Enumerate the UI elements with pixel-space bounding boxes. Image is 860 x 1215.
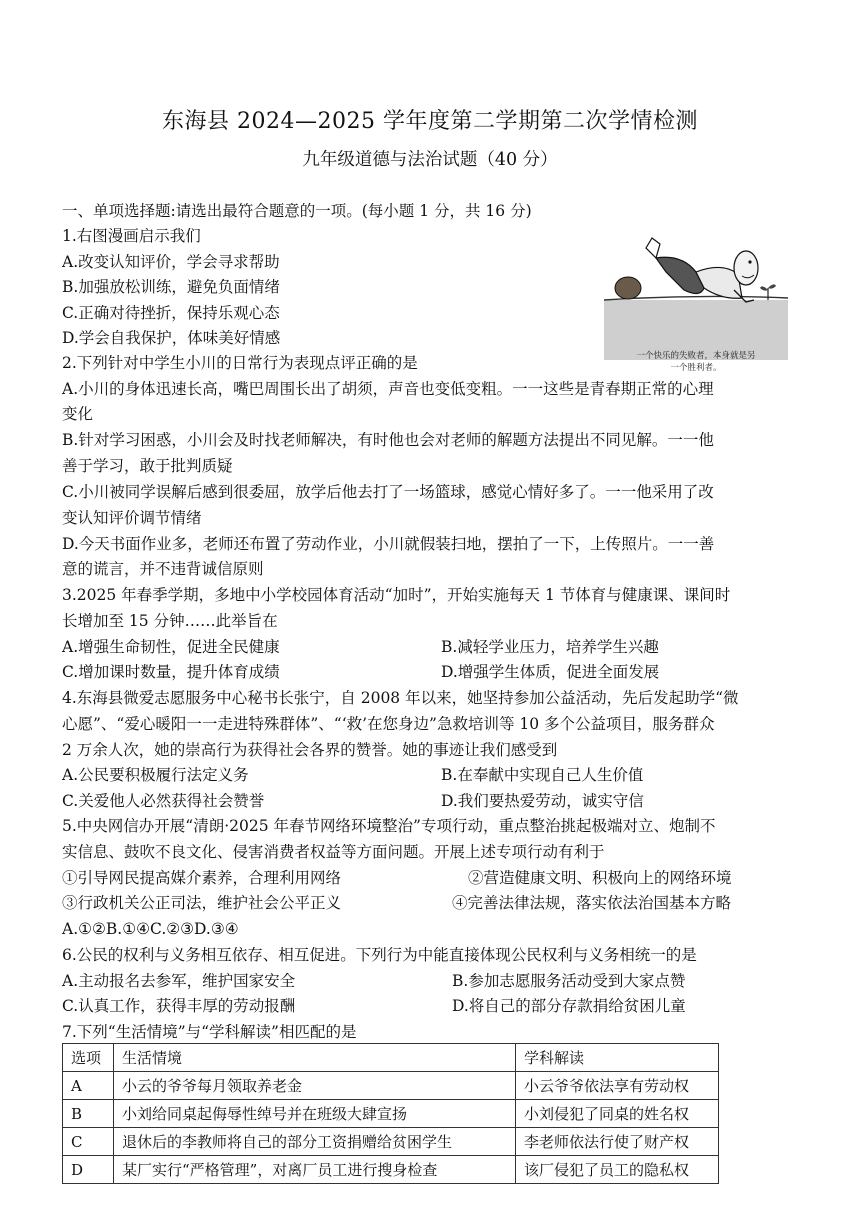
table-cell: 小刘给同桌起侮辱性绰号并在班级大肆宣扬 (114, 1100, 516, 1128)
rock-shape (615, 277, 641, 299)
q5-options: A.①②B.①④C.②③D.③④ (62, 920, 239, 938)
q2-line: 善于学习，敢于批判质疑 (62, 457, 233, 475)
table-cell: 退休后的李教师将自己的部分工资捐赠给贫困学生 (114, 1128, 516, 1156)
q2-line: 变化 (62, 405, 94, 423)
q3-option-b: B.减轻学业压力，培养学生兴趣 (441, 638, 659, 656)
q7-stem: 7.下列“生活情境”与“学科解读”相匹配的是 (62, 1023, 357, 1041)
q2-line: 意的谎言，并不违背诚信原则 (62, 560, 264, 578)
q2-line: A.小川的身体迅速长高，嘴巴周围长出了胡须，声音也变低变粗。一一这些是青春期正常的心理 (62, 380, 714, 398)
exam-subtitle: 九年级道德与法治试题（40 分） (302, 150, 558, 170)
caption-line-2: 一个胜利者。 (670, 363, 722, 373)
q7-table (62, 1043, 719, 1184)
q2-line: B.针对学习困惑，小川会及时找老师解决，有时他也会对老师的解题方法提出不同见解。一一他 (62, 431, 714, 449)
table-cell: 某厂实行“严格管理”，对离厂员工进行搜身检查 (114, 1156, 516, 1184)
q3-stem-line-2: 长增加至 15 分钟……此举旨在 (62, 612, 278, 630)
table-row (63, 1156, 719, 1184)
q6-option-b: B.参加志愿服务活动受到大家点赞 (452, 972, 686, 990)
table-cell: 该厂侵犯了员工的隐私权 (516, 1156, 719, 1184)
q5-item-4: ④完善法律法规，落实依法治国基本方略 (452, 894, 732, 912)
table-cell: 李老师依法行使了财产权 (516, 1128, 719, 1156)
q3-option-a: A.增强生命韧性，促进全民健康 (62, 638, 280, 656)
q3-option-c: C.增加课时数量，提升体育成绩 (62, 663, 280, 681)
q4-option-a: A.公民要积极履行法定义务 (62, 766, 249, 784)
q5-item-1: ①引导网民提高媒介素养，合理利用网络 (62, 869, 342, 887)
q1-option-b: B.加强放松训练，避免负面情绪 (62, 278, 280, 296)
q5-item-3: ③行政机关公正司法，维护社会公平正义 (62, 894, 342, 912)
table-header-cell: 学科解读 (516, 1044, 719, 1072)
table-cell: 小云的爷爷每月领取养老金 (114, 1072, 516, 1100)
q4-stem-line-3: 2 万余人次，她的崇高行为获得社会各界的赞誉。她的事迹让我们感受到 (62, 741, 558, 759)
q5-stem-line-2: 实信息、鼓吹不良文化、侵害消费者权益等方面问题。开展上述专项行动有利于 (62, 843, 605, 861)
head-shape (734, 251, 758, 285)
q3-stem-line-1: 3.2025 年春季学期，多地中小学校园体育活动“加时”，开始实施每天 1 节体育与健康课、课间时 (62, 586, 731, 604)
q1-stem: 1.右图漫画启示我们 (62, 227, 201, 245)
table-cell: 小云爷爷依法享有劳动权 (516, 1072, 719, 1100)
q2-stem: 2.下列针对中学生小川的日常行为表现点评正确的是 (62, 354, 418, 372)
q4-option-d: D.我们要热爱劳动，诚实守信 (441, 792, 644, 810)
q5-item-2: ②营造健康文明、积极向上的网络环境 (468, 869, 732, 887)
exam-title: 东海县 2024—2025 学年度第二学期第二次学情检测 (162, 109, 698, 134)
cartoon-caption (604, 350, 788, 374)
table-cell: C (63, 1128, 114, 1156)
table-cell: 小刘侵犯了同桌的姓名权 (516, 1100, 719, 1128)
q6-option-c: C.认真工作，获得丰厚的劳动报酬 (62, 997, 296, 1015)
table-cell: B (63, 1100, 114, 1128)
table-row (63, 1128, 719, 1156)
table-row (63, 1100, 719, 1128)
q6-stem: 6.公民的权利与义务相互依存、相互促进。下列行为中能直接体现公民权利与义务相统一的是 (62, 946, 697, 964)
q2-line: C.小川被同学误解后感到很委屈，放学后他去打了一场篮球，感觉心情好多了。一一他采用了改 (62, 483, 714, 501)
table-row (63, 1072, 719, 1100)
q6-option-d: D.将自己的部分存款捐给贫困儿童 (452, 997, 686, 1015)
q4-option-c: C.关爱他人必然获得社会赞誉 (62, 792, 265, 810)
q4-stem-line-1: 4.东海县微爱志愿服务中心秘书长张宁，自 2008 年以来，她坚持参加公益活动，先后发起助学“微 (62, 689, 739, 707)
q2-line: D.今天书面作业多，老师还布置了劳动作业，小川就假装扫地，摆拍了一下，上传照片。一一善 (62, 535, 715, 553)
table-header-cell: 选项 (63, 1044, 114, 1072)
q1-option-a: A.改变认知评价，学会寻求帮助 (62, 253, 280, 271)
q4-option-b: B.在奉献中实现自己人生价值 (441, 766, 644, 784)
q4-stem-line-2: 心愿”、“爱心暖阳一一走进特殊群体”、“‘救’在您身边”急救培训等 10 多个公益项目，服务群众 (62, 715, 715, 733)
q5-stem-line-1: 5.中央网信办开展“清朗·2025 年春节网络环境整治”专项行动，重点整治挑起极端对立、炮制不 (62, 817, 716, 835)
q6-option-a: A.主动报名去参军，维护国家安全 (62, 972, 296, 990)
q3-option-d: D.增强学生体质，促进全面发展 (441, 663, 660, 681)
table-cell: A (63, 1072, 114, 1100)
q2-line: 变认知评价调节情绪 (62, 509, 202, 527)
table-cell: D (63, 1156, 114, 1184)
section-heading: 一、单项选择题:请选出最符合题意的一项。(每小题 1 分，共 16 分) (62, 202, 532, 220)
table-header-cell: 生活情境 (114, 1044, 516, 1072)
caption-line-1: 一个快乐的失败者，本身就是另 (636, 351, 756, 361)
q1-option-c: C.正确对待挫折，保持乐观心态 (62, 304, 280, 322)
q1-option-d: D.学会自我保护，体味美好情感 (62, 329, 281, 347)
table-header-row (63, 1044, 719, 1072)
